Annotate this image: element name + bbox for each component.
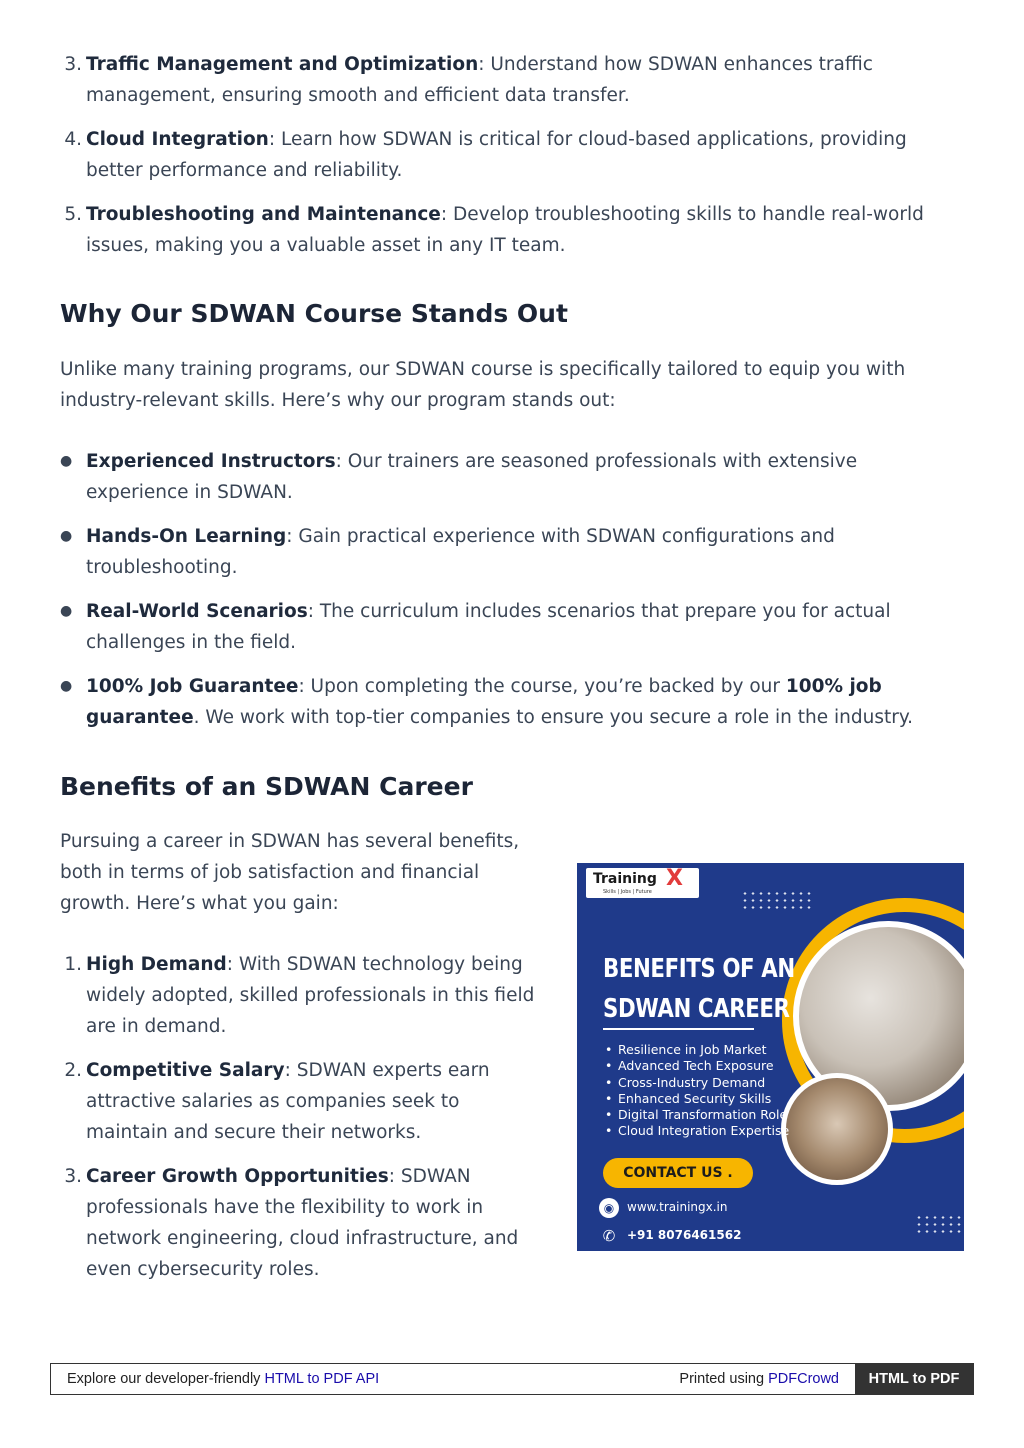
promo-points	[603, 1042, 803, 1140]
globe-icon: ◉	[599, 1198, 619, 1218]
item-title: 100% Job Guarantee	[86, 676, 299, 697]
contact-us-button: CONTACT US .	[603, 1158, 753, 1188]
footer-left-text: Explore our developer-friendly	[67, 1371, 265, 1387]
item-title: Career Growth Opportunities	[86, 1166, 389, 1187]
bullet-item	[0, 671, 960, 733]
item-title: Traffic Management and Optimization	[86, 54, 479, 75]
item-title: Competitive Salary	[86, 1060, 285, 1081]
html-to-pdf-api-link[interactable]: HTML to PDF API	[264, 1371, 380, 1387]
trainingx-logo	[586, 868, 699, 898]
footer-right	[679, 1364, 839, 1394]
phone-icon: ✆	[602, 1226, 616, 1245]
promo-point: • Resilience in Job Market	[603, 1042, 803, 1058]
pdf-footer	[50, 1363, 974, 1395]
list-item	[0, 949, 538, 1042]
bullet-item	[0, 446, 960, 508]
promo-title-line1: BENEFITS OF AN	[603, 954, 795, 984]
item-text: : Gain practical experience with SDWAN configurations and troubleshooting.	[86, 526, 835, 578]
logo-x: X	[666, 866, 683, 891]
list-number: 5.	[64, 204, 82, 225]
bullet-dot: ●	[60, 678, 73, 694]
list-number: 3.	[64, 54, 82, 75]
footer-left	[67, 1364, 379, 1394]
section-heading-benefits: Benefits of an SDWAN Career	[60, 772, 473, 801]
item-text: : Upon completing the course, you’re backed by our	[298, 676, 786, 697]
list-item	[0, 1161, 538, 1285]
promo-title-line2: SDWAN CAREER	[603, 994, 790, 1024]
website-text: www.trainingx.in	[627, 1200, 728, 1214]
bullet-dot: ●	[60, 528, 73, 544]
item-title: Hands-On Learning	[86, 526, 287, 547]
top-numbered-list	[0, 49, 960, 274]
list-number: 4.	[64, 129, 82, 150]
list-number: 1.	[64, 954, 82, 975]
bullet-list	[0, 446, 960, 746]
phone-line	[599, 1224, 741, 1246]
list-number: 2.	[64, 1060, 82, 1081]
dot-pattern-top	[741, 890, 813, 912]
item-title: Real-World Scenarios	[86, 601, 308, 622]
item-title: Troubleshooting and Maintenance	[86, 204, 441, 225]
list-item	[0, 1055, 538, 1148]
promo-point: • Cross-Industry Demand	[603, 1075, 803, 1091]
benefits-numbered-list	[0, 949, 538, 1298]
website-line	[599, 1196, 728, 1218]
dot-pattern-bottom	[915, 1214, 963, 1236]
item-title: High Demand	[86, 954, 227, 975]
item-title: Cloud Integration	[86, 129, 269, 150]
promo-point: • Digital Transformation Role	[603, 1107, 803, 1123]
item-bold-highlight: 100% job guarantee	[86, 676, 882, 728]
promo-point: • Cloud Integration Expertise	[603, 1123, 803, 1139]
bullet-item	[0, 521, 960, 583]
logo-word: Training	[593, 871, 657, 887]
item-text: : With SDWAN technology being widely adopted, skilled professionals in this field are in demand.	[86, 954, 535, 1037]
item-text: : Our trainers are seasoned professionals with extensive experience in SDWAN.	[86, 451, 858, 503]
promo-point: • Enhanced Security Skills	[603, 1091, 803, 1107]
section-intro-why: Unlike many training programs, our SDWAN course is specifically tailored to equip you with industry-relevant skills. Here’s why our program stands out:	[60, 359, 906, 411]
benefits-promo-image	[577, 863, 964, 1251]
bullet-dot: ●	[60, 603, 73, 619]
section-heading-why: Why Our SDWAN Course Stands Out	[60, 299, 568, 328]
list-item	[0, 49, 960, 111]
promo-title	[603, 949, 795, 1029]
list-number: 3.	[64, 1166, 82, 1187]
item-text: : Learn how SDWAN is critical for cloud-based applications, providing better performance and reliability.	[86, 129, 907, 181]
item-title: Experienced Instructors	[86, 451, 336, 472]
promo-divider	[603, 1028, 754, 1030]
item-text: : SDWAN experts earn attractive salaries as companies seek to maintain and secure their networks.	[86, 1060, 490, 1143]
item-text: : SDWAN professionals have the flexibility to work in network engineering, cloud infrastructure, and even cybersecurity roles.	[86, 1166, 519, 1280]
list-item	[0, 124, 960, 186]
item-text-continued: . We work with top-tier companies to ensure you secure a role in the industry.	[193, 707, 914, 728]
section-intro-benefits: Pursuing a career in SDWAN has several benefits, both in terms of job satisfaction and financial growth. Here’s what you gain:	[60, 831, 520, 914]
bullet-dot: ●	[60, 453, 73, 469]
footer-right-text: Printed using	[679, 1371, 769, 1387]
pdfcrowd-link[interactable]: PDFCrowd	[768, 1371, 839, 1387]
html-to-pdf-button[interactable]: HTML to PDF	[855, 1363, 973, 1395]
item-text: : The curriculum includes scenarios that prepare you for actual challenges in the field.	[86, 601, 891, 653]
bullet-item	[0, 596, 960, 658]
logo-tagline: Skills | Jobs | Future	[603, 889, 652, 895]
item-text: : Understand how SDWAN enhances traffic management, ensuring smooth and efficient data transfer.	[86, 54, 873, 106]
item-text: : Develop troubleshooting skills to handle real-world issues, making you a valuable asset in any IT team.	[86, 204, 924, 256]
promo-point: • Advanced Tech Exposure	[603, 1058, 803, 1074]
list-item	[0, 199, 960, 261]
phone-text: +91 8076461562	[627, 1228, 742, 1242]
